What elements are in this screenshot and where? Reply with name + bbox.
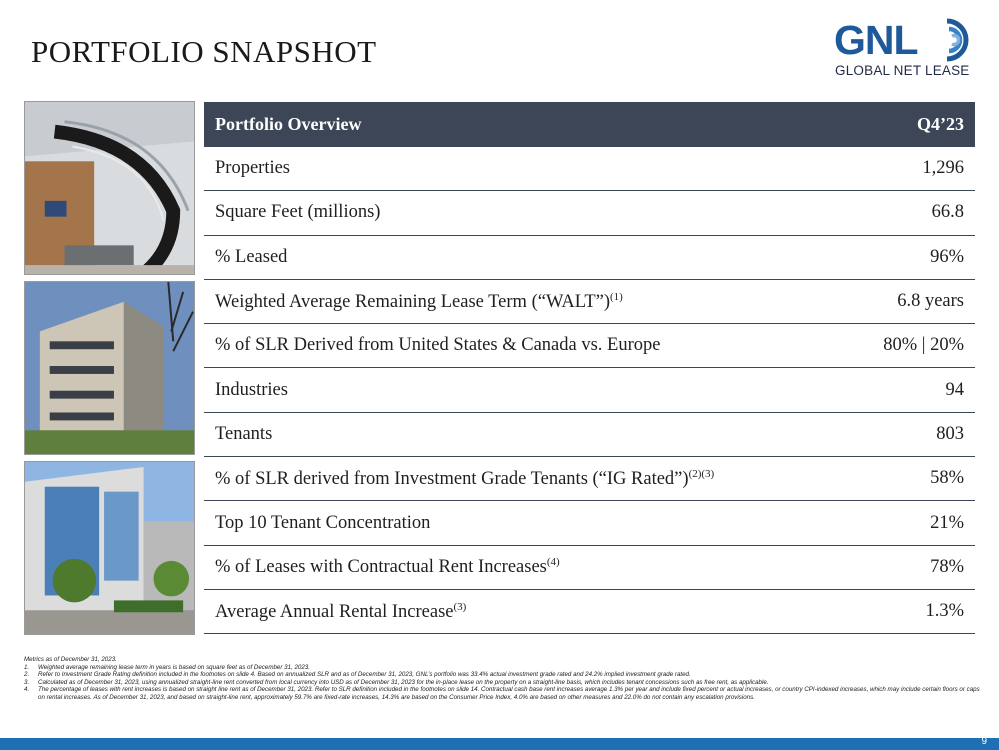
footnote-number: 3. bbox=[24, 678, 30, 686]
logo-swirl-icon bbox=[933, 17, 979, 63]
row-value: 58% bbox=[930, 468, 964, 489]
footnote-item bbox=[24, 671, 984, 679]
row-label-text: Average Annual Rental Increase bbox=[215, 601, 454, 622]
table-row bbox=[204, 191, 975, 235]
footnote-intro: Metrics as of December 31, 2023. bbox=[24, 656, 117, 663]
footnote-item bbox=[24, 664, 984, 672]
row-label bbox=[215, 601, 466, 623]
row-value: 78% bbox=[930, 556, 964, 577]
row-value: 80% | 20% bbox=[883, 335, 964, 356]
footnote-ref: (3) bbox=[453, 600, 467, 613]
row-value: 1.3% bbox=[925, 601, 964, 622]
row-label-text: Tenants bbox=[215, 423, 273, 444]
office-building-photo bbox=[24, 281, 195, 455]
table-row bbox=[204, 413, 975, 457]
row-label-text: Properties bbox=[215, 158, 291, 179]
row-label bbox=[215, 291, 623, 313]
lobby-photo bbox=[24, 101, 195, 275]
footnote-number: 4. bbox=[24, 686, 30, 694]
row-label-text: Square Feet (millions) bbox=[215, 202, 381, 223]
bottom-bar bbox=[0, 738, 999, 750]
table-row bbox=[204, 324, 975, 368]
row-label-text: % of SLR Derived from United States & Canada vs. Europe bbox=[215, 335, 661, 356]
row-label-text: Industries bbox=[215, 379, 288, 400]
footnote-ref: (1) bbox=[610, 290, 623, 303]
footnote-text: The percentage of leases with rent increases is based on straight line rent as of December 31, 2023. Refer to SLR definition included in the footnotes on slide 14. Contractual cash base rent increases average 1.3% per year and include fixed percent or actual increases, or country CPI-indexed increases, which may include certain floors or caps on rental increases. As of December 31, 2023, and based on straight-line rent, approximately 59.7% are fixed-rate increases, 14.3% are based on the Consumer Price Index, 4.0% are based on other measures and 22.0% do not contain any escalation provisions. bbox=[38, 686, 980, 701]
footnote-ref: (4) bbox=[546, 556, 560, 569]
table-row bbox=[204, 457, 975, 501]
footnote-text: Calculated as of December 31, 2023, using annualized straight-line rent converted from local currency into USD as of December 31, 2023 for the in-place lease on the property on a straight-line basis, which includes tenant concessions such as free rent, as applicable. bbox=[38, 678, 769, 686]
row-value: 1,296 bbox=[922, 158, 964, 179]
gnl-logo bbox=[830, 14, 980, 84]
row-label-text: Weighted Average Remaining Lease Term (“WALT”) bbox=[215, 291, 610, 312]
footnote-number: 1. bbox=[24, 663, 30, 671]
page-number: 9 bbox=[981, 736, 987, 747]
row-label bbox=[215, 335, 660, 356]
logo-mark: GNL bbox=[834, 17, 918, 63]
footnote-item bbox=[24, 686, 984, 701]
table-row bbox=[204, 501, 975, 545]
row-label bbox=[215, 468, 714, 490]
table-row bbox=[204, 147, 975, 191]
header-period: Q4’23 bbox=[917, 114, 964, 134]
footnote-text: Weighted average remaining lease term in years is based on square feet as of December 31, 2023. bbox=[38, 663, 310, 671]
footnote-item bbox=[24, 679, 984, 687]
table-row bbox=[204, 236, 975, 280]
row-value: 6.8 years bbox=[897, 291, 964, 312]
row-label bbox=[215, 424, 272, 445]
photo-column bbox=[24, 101, 195, 641]
row-label bbox=[215, 158, 290, 179]
row-label-text: % of SLR derived from Investment Grade Tenants (“IG Rated”) bbox=[215, 468, 689, 489]
row-value: 94 bbox=[945, 379, 964, 400]
row-label bbox=[215, 556, 560, 578]
row-value: 96% bbox=[930, 246, 964, 267]
table-row bbox=[204, 546, 975, 590]
row-label bbox=[215, 202, 380, 223]
row-label bbox=[215, 380, 288, 401]
table-row bbox=[204, 280, 975, 324]
glass-building-photo bbox=[24, 461, 195, 635]
page-title: PORTFOLIO SNAPSHOT bbox=[31, 34, 377, 69]
portfolio-overview-table bbox=[204, 102, 975, 634]
table-row bbox=[204, 368, 975, 412]
row-label bbox=[215, 247, 287, 268]
row-value: 66.8 bbox=[931, 202, 964, 223]
row-value: 21% bbox=[930, 512, 964, 533]
logo-name: GLOBAL NET LEASE bbox=[835, 63, 970, 78]
footnote-number: 2. bbox=[24, 671, 30, 679]
row-label bbox=[215, 513, 430, 534]
row-label-text: Top 10 Tenant Concentration bbox=[215, 512, 431, 533]
row-label-text: % of Leases with Contractual Rent Increases bbox=[215, 557, 547, 578]
header-label: Portfolio Overview bbox=[215, 114, 362, 134]
footnote-text: Refer to Investment Grade Rating definition included in the footnotes on slide 4. Based on annualized SLR and as of December 31, 2023, GNL’s portfolio was 33.4% actual investment grade rated and 24.2% implied investment grade rated. bbox=[38, 671, 691, 679]
row-label-text: % Leased bbox=[215, 246, 288, 267]
footnote-ref: (2)(3) bbox=[688, 467, 715, 480]
table-row bbox=[204, 590, 975, 634]
table-header bbox=[204, 102, 975, 147]
footnotes bbox=[24, 656, 984, 702]
row-value: 803 bbox=[936, 423, 964, 444]
